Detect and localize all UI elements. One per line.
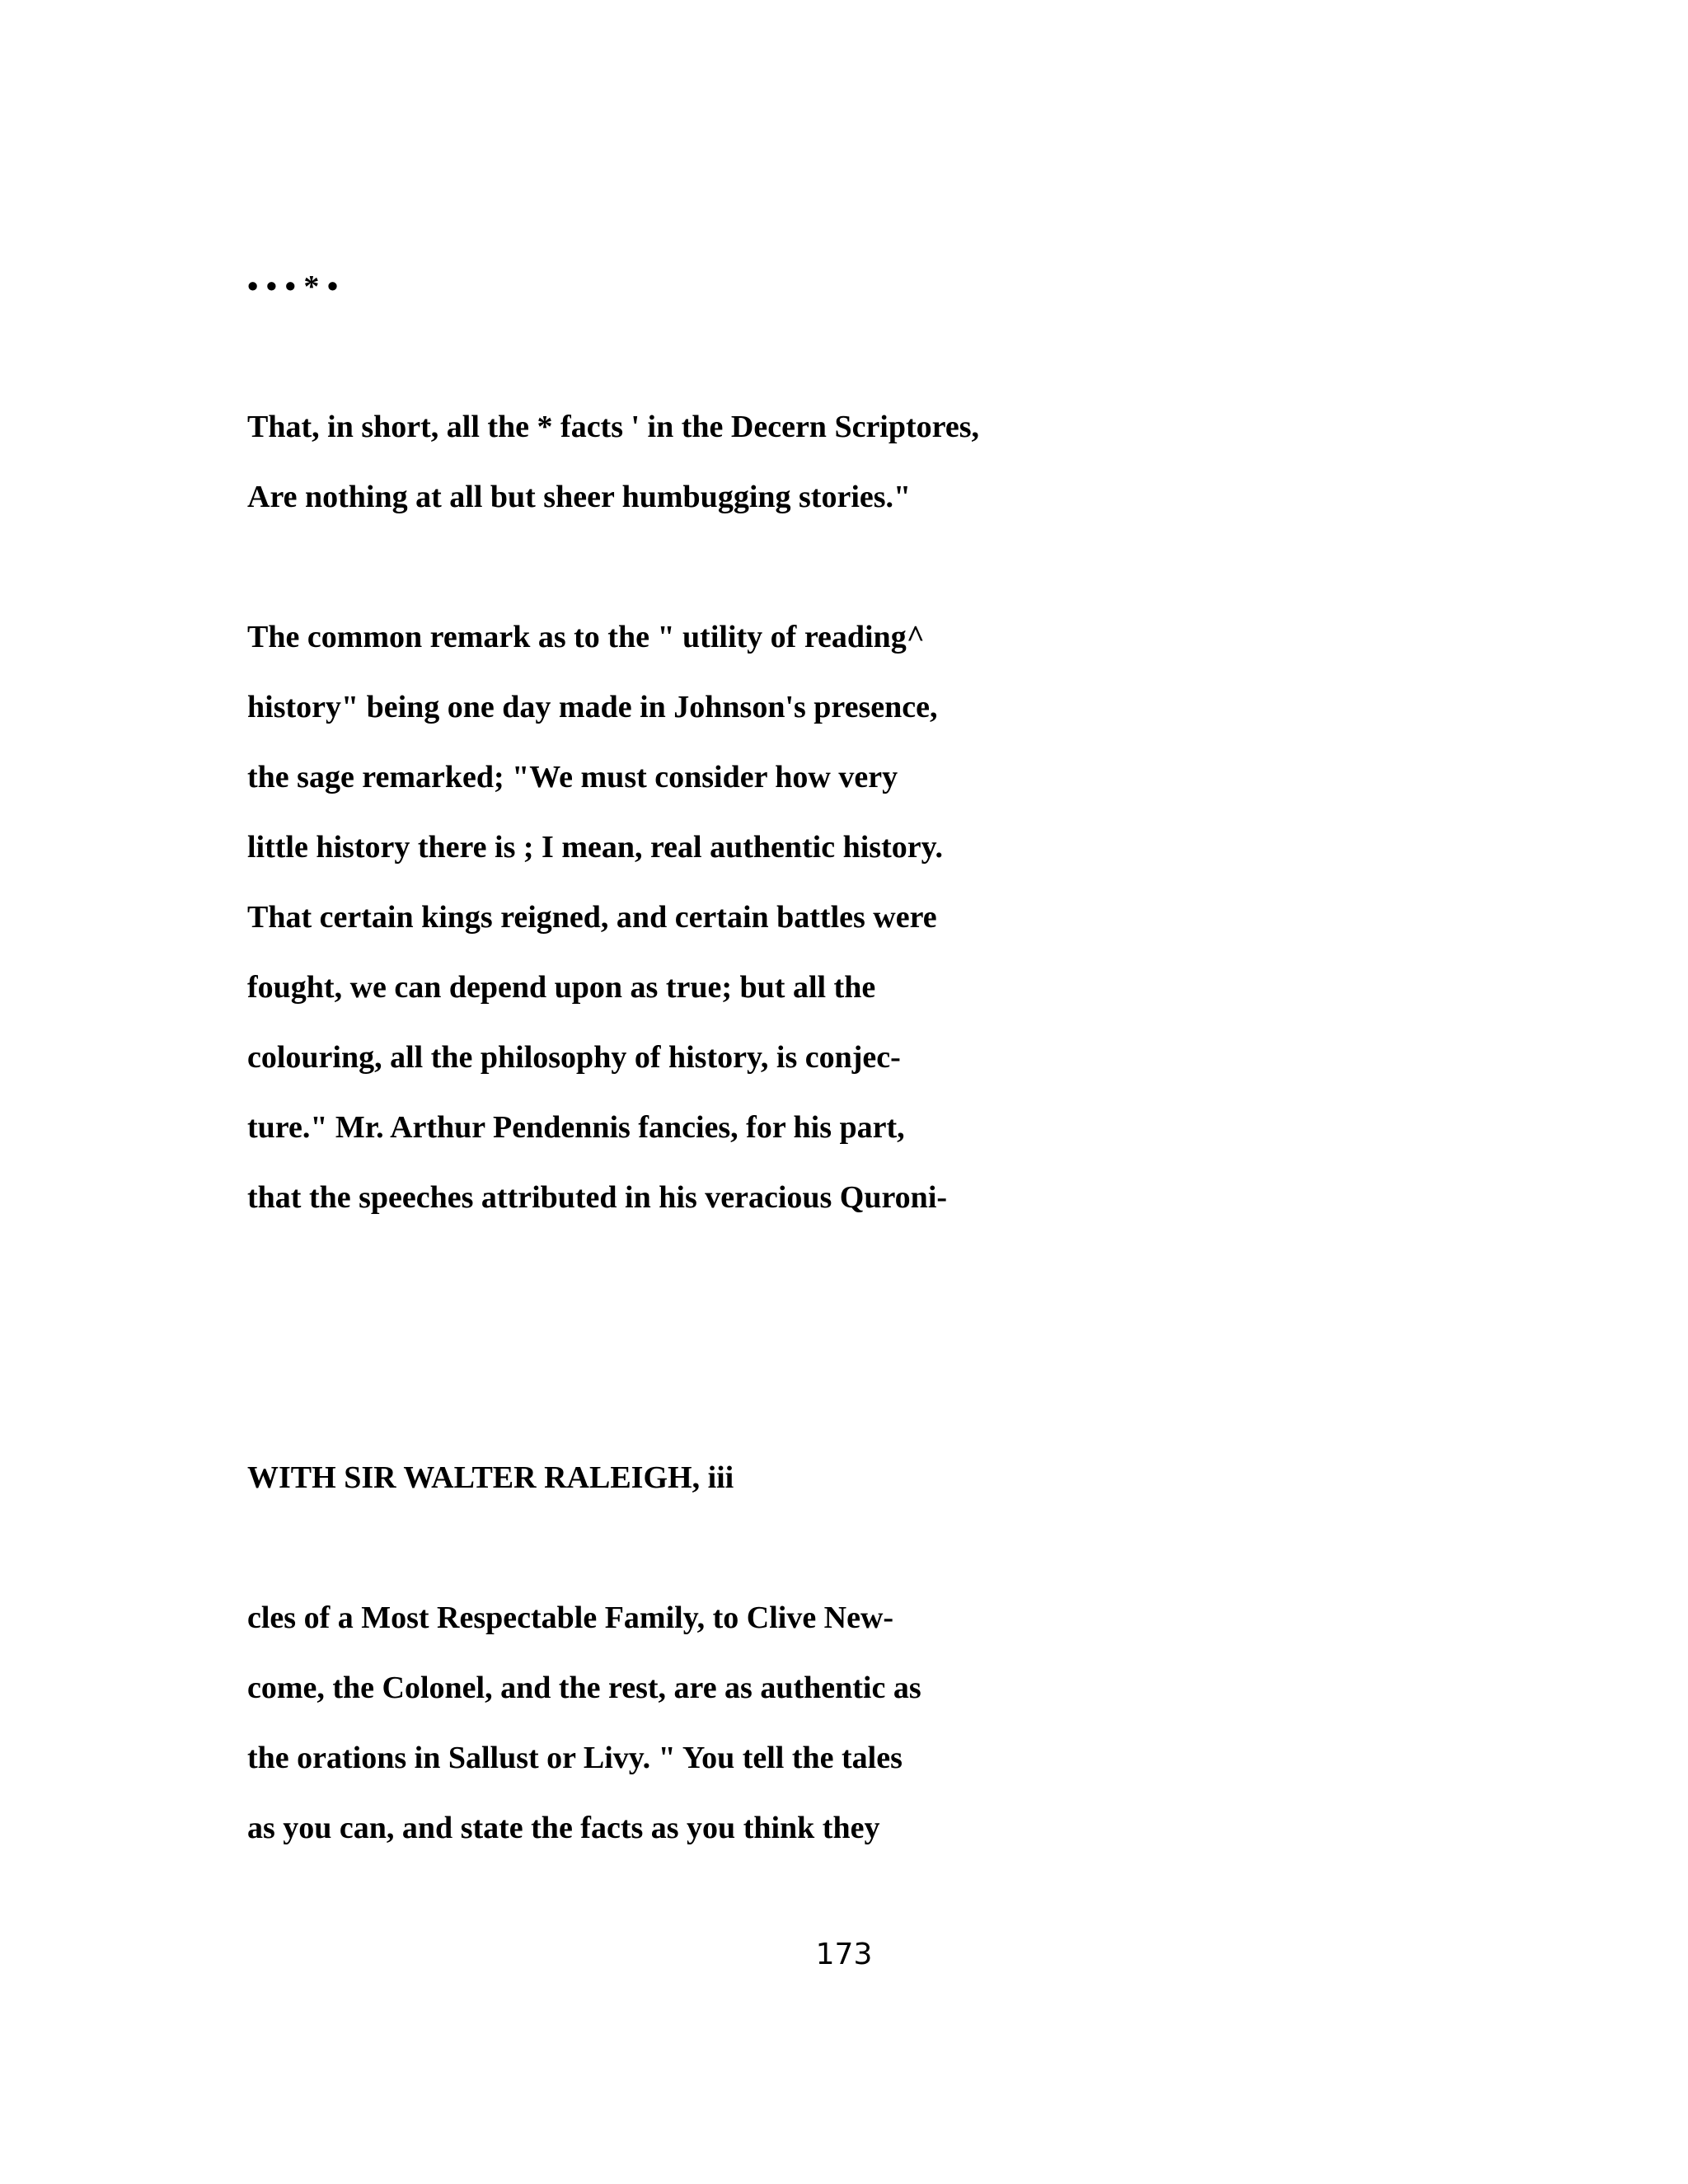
page-number: 173 [815, 1938, 873, 1971]
running-header: WITH SIR WALTER RALEIGH, iii [247, 1460, 734, 1495]
verse-line-2: Are nothing at all but sheer humbugging stories." [247, 480, 912, 514]
ornament-line: • • • * • [247, 269, 339, 304]
paragraph2-line-2: come, the Colonel, and the rest, are as authentic as [247, 1671, 921, 1705]
paragraph1-line-2: history" being one day made in Johnson's presence, [247, 690, 938, 724]
paragraph1-line-3: the sage remarked; "We must consider how very [247, 760, 898, 794]
paragraph1-line-1: The common remark as to the " utility of reading^ [247, 620, 925, 654]
paragraph1-line-4: little history there is ; I mean, real authentic history. [247, 830, 943, 865]
paragraph2-line-4: as you can, and state the facts as you think they [247, 1811, 880, 1845]
paragraph2-line-1: cles of a Most Respectable Family, to Clive New- [247, 1601, 894, 1635]
paragraph1-line-5: That certain kings reigned, and certain battles were [247, 900, 937, 935]
paragraph1-line-6: fought, we can depend upon as true; but all the [247, 970, 876, 1005]
paragraph1-line-8: ture." Mr. Arthur Pendennis fancies, for his part, [247, 1110, 905, 1145]
paragraph2-line-3: the orations in Sallust or Livy. " You tell the tales [247, 1741, 903, 1775]
paragraph1-line-9: that the speeches attributed in his veracious Quroni- [247, 1180, 948, 1215]
verse-line-1: That, in short, all the * facts ' in the Decern Scriptores, [247, 410, 979, 444]
paragraph1-line-7: colouring, all the philosophy of history, is conjec- [247, 1040, 901, 1075]
